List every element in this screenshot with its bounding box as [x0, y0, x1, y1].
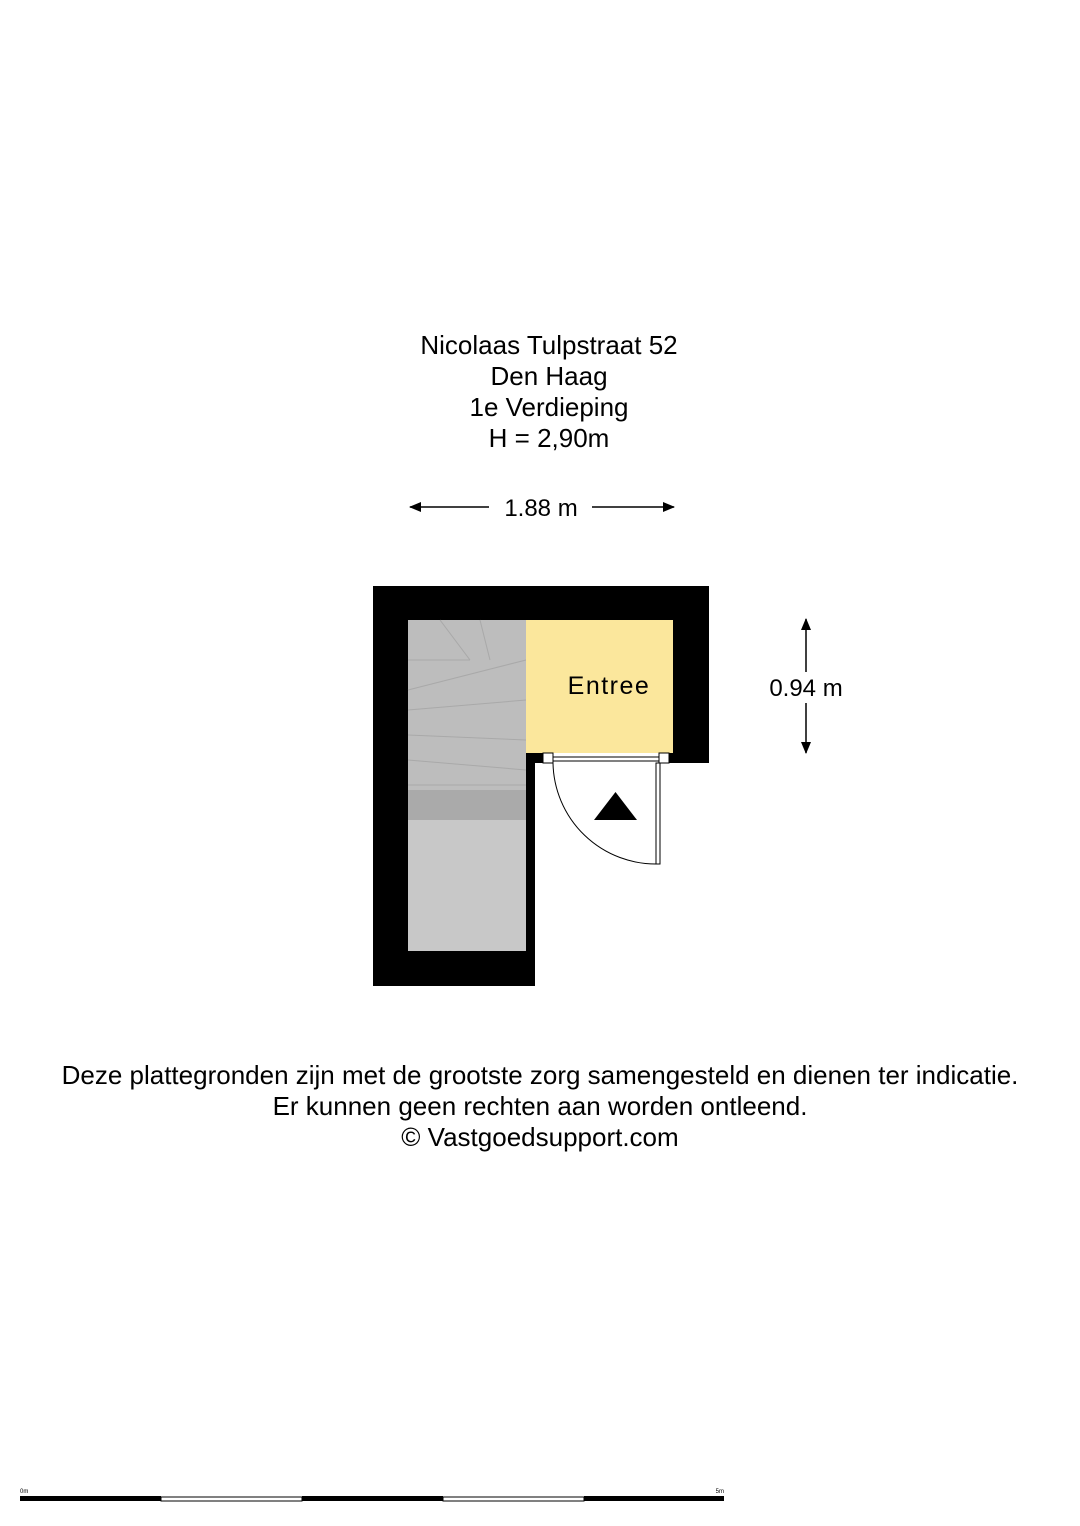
stair-lower-steps	[408, 790, 526, 820]
scale-bar	[20, 1489, 724, 1501]
door-frame-left	[543, 753, 553, 763]
entrance-arrow-icon	[594, 792, 637, 820]
door-leaf	[656, 763, 660, 864]
entrance-door[interactable]	[543, 753, 669, 864]
scale-end-label: 5m	[715, 1489, 724, 1495]
scale-segment-4	[443, 1497, 584, 1501]
copyright-line: © Vastgoedsupport.com	[401, 1122, 679, 1152]
scale-segment-1	[20, 1496, 161, 1501]
room-entree-label: Entree	[567, 672, 651, 700]
disclaimer	[0, 1060, 1080, 1153]
city-label: Den Haag	[490, 361, 608, 391]
scale-segment-2	[161, 1497, 302, 1501]
scale-segment-3	[302, 1496, 443, 1501]
disclaimer-line-1: Deze plattegronden zijn met de grootste zorg samengesteld en dienen ter indicatie.	[61, 1060, 1019, 1090]
stair-landing	[408, 820, 526, 951]
width-dimension-label: 1.88 m	[504, 495, 578, 522]
width-dimension	[410, 495, 674, 522]
depth-dimension-label: 0.94 m	[769, 675, 843, 702]
ceiling-height-label: H = 2,90m	[488, 423, 610, 453]
scale-start-label: 0m	[20, 1489, 29, 1495]
scale-segment-5	[584, 1496, 724, 1501]
depth-dimension	[769, 619, 842, 753]
disclaimer-line-2: Er kunnen geen rechten aan worden ontleend.	[272, 1091, 808, 1121]
staircase	[408, 620, 526, 951]
address-title: Nicolaas Tulpstraat 52	[420, 330, 678, 360]
door-frame-right	[659, 753, 669, 763]
floor-label: 1e Verdieping	[469, 392, 629, 422]
